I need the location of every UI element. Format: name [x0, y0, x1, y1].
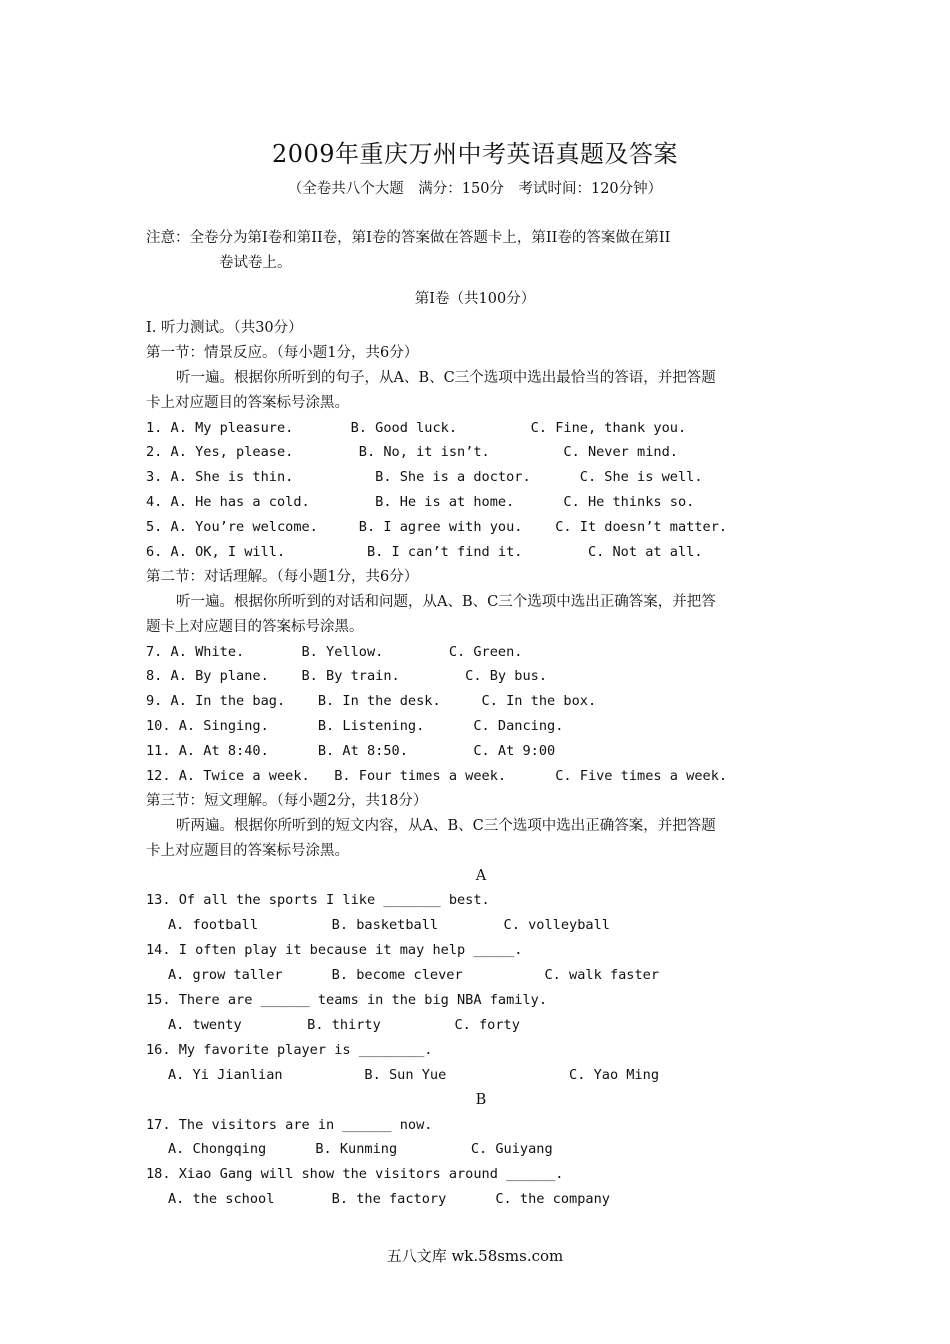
question-15-options: A. twenty B. thirty C. forty	[168, 1016, 520, 1033]
question-18: 18. Xiao Gang will show the visitors around ______.	[146, 1166, 564, 1183]
question-17-options: A. Chongqing B. Kunming C. Guiyang	[168, 1141, 553, 1158]
section-1-instruction: 听一遍。根据你所听到的句子，从A、B、C三个选项中选出最恰当的答语，并把答题	[176, 369, 716, 386]
question-13-options: A. football B. basketball C. volleyball	[168, 917, 610, 934]
question-7: 7. A. White. B. Yellow. C. Green.	[146, 643, 523, 660]
exam-note	[146, 226, 811, 276]
question-13: 13. Of all the sports I like _______ best.	[146, 892, 490, 909]
question-14-options: A. grow taller B. become clever C. walk faster	[168, 967, 660, 984]
document-title: 2009年重庆万州中考英语真题及答案	[271, 140, 679, 168]
footer-watermark: 五八文库 wk.58sms.com	[386, 1247, 564, 1265]
question-6: 6. A. OK, I will. B. I can’t find it. C. Not at all.	[146, 544, 703, 561]
section-2-heading: 第二节：对话理解。（每小题1分，共6分）	[146, 568, 419, 585]
question-16: 16. My favorite player is ________.	[146, 1041, 433, 1058]
question-14: 14. I often play it because it may help _____.	[146, 942, 523, 959]
passage-b-label: B	[475, 1091, 487, 1108]
question-10: 10. A. Singing. B. Listening. C. Dancing.	[146, 718, 564, 735]
section-3-instruction-cont: 卡上对应题目的答案标号涂黑。	[146, 842, 349, 859]
note-line-1: 注意：全卷分为第Ⅰ卷和第II卷，第Ⅰ卷的答案做在答题卡上，第II卷的答案做在第II	[146, 230, 671, 246]
question-18-options: A. the school B. the factory C. the company	[168, 1191, 610, 1208]
question-12: 12. A. Twice a week. B. Four times a week. C. Five times a week.	[146, 768, 728, 785]
question-3: 3. A. She is thin. B. She is a doctor. C. She is well.	[146, 469, 703, 486]
question-2: 2. A. Yes, please. B. No, it isn’t. C. Never mind.	[146, 444, 678, 461]
question-16-options: A. Yi Jianlian B. Sun Yue C. Yao Ming	[168, 1066, 660, 1083]
part-1-heading: I. 听力测试。（共30分）	[146, 320, 303, 336]
section-1-heading: 第一节：情景反应。（每小题1分，共6分）	[146, 344, 419, 361]
volume-1-heading: 第Ⅰ卷（共100分）	[414, 291, 536, 307]
section-3-instruction: 听两遍。根据你所听到的短文内容，从A、B、C三个选项中选出正确答案，并把答题	[176, 817, 716, 834]
question-4: 4. A. He has a cold. B. He is at home. C. He thinks so.	[146, 494, 695, 511]
question-1: 1. A. My pleasure. B. Good luck. C. Fine, thank you.	[146, 419, 687, 436]
note-line-2: 卷试卷上。	[219, 255, 292, 271]
exam-content	[146, 316, 816, 1212]
question-9: 9. A. In the bag. B. In the desk. C. In the box.	[146, 693, 597, 710]
section-1-instruction-cont: 卡上对应题目的答案标号涂黑。	[146, 394, 349, 411]
question-17: 17. The visitors are in ______ now.	[146, 1116, 433, 1133]
passage-a-label: A	[475, 867, 487, 884]
section-3-heading: 第三节：短文理解。（每小题2分，共18分）	[146, 792, 428, 809]
section-2-instruction: 听一遍。根据你所听到的对话和问题，从A、B、C三个选项中选出正确答案，并把答	[176, 593, 716, 610]
exam-info: （全卷共八个大题 满分：150分 考试时间：120分钟）	[287, 181, 663, 197]
question-11: 11. A. At 8:40. B. At 8:50. C. At 9:00	[146, 743, 556, 760]
question-5: 5. A. You’re welcome. B. I agree with you. C. It doesn’t matter.	[146, 519, 728, 536]
question-15: 15. There are ______ teams in the big NBA family.	[146, 992, 548, 1009]
question-8: 8. A. By plane. B. By train. C. By bus.	[146, 668, 548, 685]
section-2-instruction-cont: 题卡上对应题目的答案标号涂黑。	[146, 618, 364, 635]
